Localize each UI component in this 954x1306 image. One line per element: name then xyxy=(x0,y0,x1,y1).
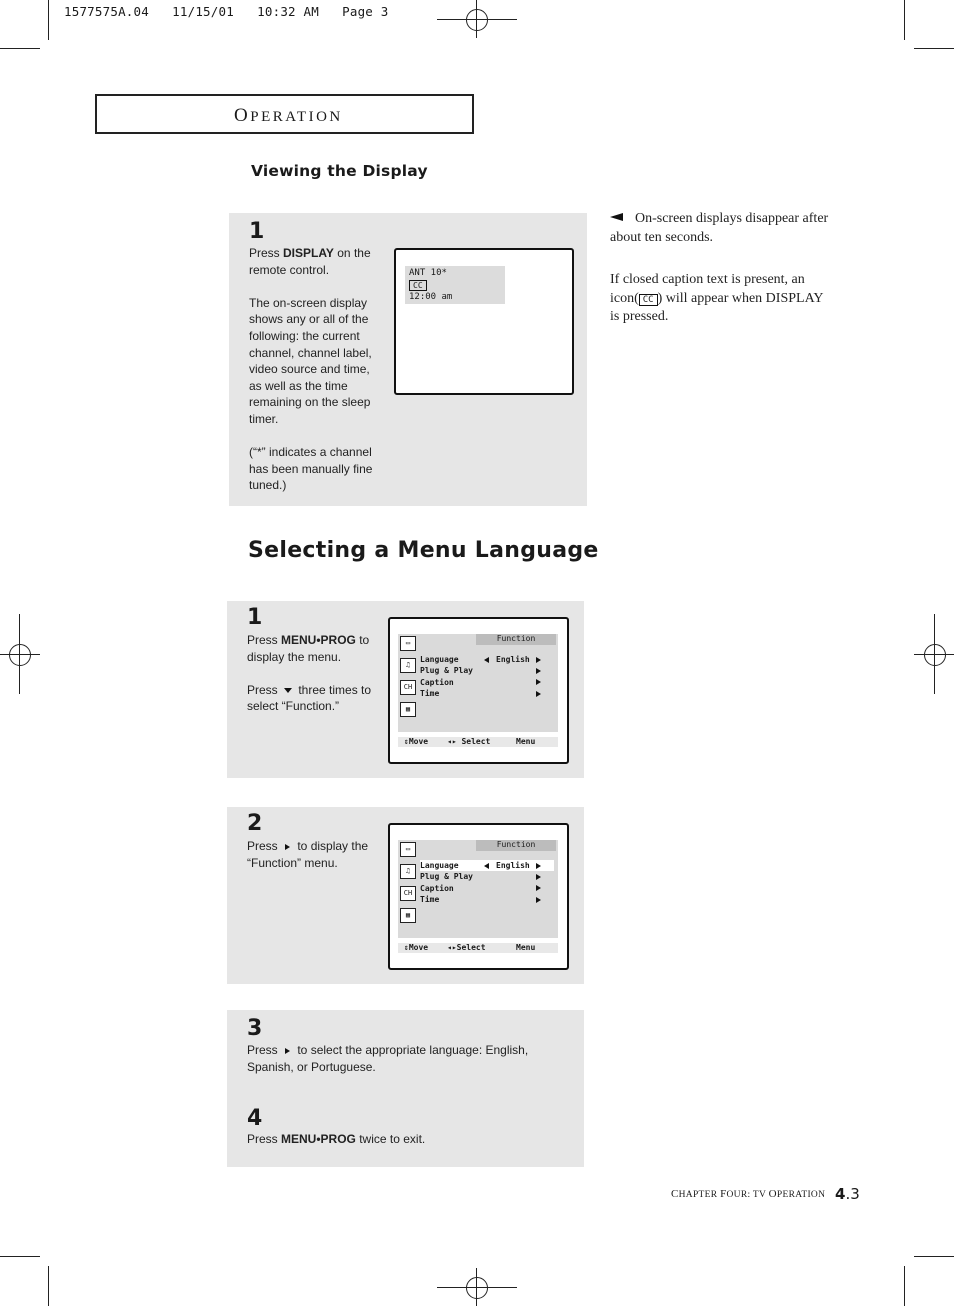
tv-picture-icon: ▭ xyxy=(400,636,416,651)
menu-row-language[interactable]: Language English xyxy=(420,654,554,665)
menu-icon-column xyxy=(400,842,416,930)
function-icon: ▦ xyxy=(400,702,416,717)
registration-mark xyxy=(466,9,488,31)
registration-mark xyxy=(924,644,946,666)
on-screen-display xyxy=(405,266,505,304)
left-arrow-icon xyxy=(484,657,489,663)
right-arrow-icon xyxy=(536,668,541,674)
menu-row-plug-play[interactable]: Plug & Play xyxy=(420,871,554,882)
menu-footer xyxy=(398,737,558,747)
menu-panel xyxy=(398,840,558,938)
menu-rows xyxy=(420,860,554,906)
side-note-1: On-screen displays disappear after about ten seconds. xyxy=(610,211,829,245)
select-hint: ◂▸Select xyxy=(447,943,486,952)
right-arrow-icon xyxy=(536,874,541,880)
viewing-step-text: Press DISPLAY on the remote control. The on-screen display shows any or all of the following: the current channel, channel label, video source and time, as well as the time remaining on the sleep timer. (“*” indicates a channel has been manually fine tuned.) xyxy=(249,246,373,493)
channel-icon: CH xyxy=(400,886,416,901)
cc-icon: CC xyxy=(639,294,658,306)
language-step2-text: Press to display the “Function” menu. xyxy=(247,839,369,870)
language-step1-text: Press MENU•PROG to display the menu. Press three times to select “Function.” xyxy=(247,633,372,714)
function-tab: Function xyxy=(476,634,556,645)
function-tab: Function xyxy=(476,840,556,851)
right-arrow-icon xyxy=(536,691,541,697)
viewing-heading: Viewing the Display xyxy=(251,162,428,180)
menu-footer xyxy=(398,943,558,953)
menu-panel xyxy=(398,634,558,732)
right-arrow-icon xyxy=(536,657,541,663)
menu-hint: Menu xyxy=(516,943,536,952)
menu-hint: Menu xyxy=(516,737,536,746)
move-hint: ⇕Move xyxy=(404,943,429,952)
clock-time: 12:00 am xyxy=(409,292,453,302)
right-arrow-icon xyxy=(536,897,541,903)
right-arrow-icon xyxy=(536,885,541,891)
side-note-2: If closed caption text is present, an icon( CC ) will appear when DISPLAY is pressed. xyxy=(610,272,823,324)
crop-mark xyxy=(0,1256,40,1257)
right-arrow-icon xyxy=(285,1048,290,1054)
down-arrow-icon xyxy=(284,688,292,693)
crop-mark xyxy=(0,48,40,49)
language-step4-text: Press MENU•PROG twice to exit. xyxy=(247,1132,426,1146)
sound-icon: ♫ xyxy=(400,658,416,673)
crop-mark xyxy=(914,48,954,49)
right-arrow-icon xyxy=(285,844,290,850)
crop-mark xyxy=(48,0,49,40)
tv-menu-screen xyxy=(388,823,569,970)
sound-icon: ♫ xyxy=(400,864,416,879)
right-arrow-icon xyxy=(536,863,541,869)
tv-picture-icon: ▭ xyxy=(400,842,416,857)
tv-menu-screen xyxy=(388,617,569,764)
crop-mark xyxy=(914,1256,954,1257)
registration-mark xyxy=(9,644,31,666)
language-step34-panel xyxy=(227,1010,584,1167)
step-number: 1 xyxy=(249,219,265,244)
menu-row-caption[interactable]: Caption xyxy=(420,677,554,688)
section-title-box xyxy=(95,94,474,134)
step-number: 2 xyxy=(247,811,263,836)
move-hint: ⇕Move xyxy=(404,737,429,746)
pointer-arrow-icon xyxy=(610,213,623,221)
menu-row-language[interactable]: Language English xyxy=(420,860,554,871)
tv-screen-display xyxy=(394,248,574,395)
function-icon: ▦ xyxy=(400,908,416,923)
language-step2-panel xyxy=(227,807,584,984)
viewing-step-panel xyxy=(229,213,587,506)
menu-row-caption[interactable]: Caption xyxy=(420,883,554,894)
step-number: 1 xyxy=(247,605,263,630)
print-slug: 1577575A.04 11/15/01 10:32 AM Page 3 xyxy=(64,4,389,19)
left-arrow-icon xyxy=(484,863,489,869)
crop-mark xyxy=(904,0,905,40)
section-title: OPERATION xyxy=(234,105,343,126)
select-hint: ◂▸ Select xyxy=(447,737,491,746)
channel-icon: CH xyxy=(400,680,416,695)
menu-row-time[interactable]: Time xyxy=(420,894,554,905)
right-arrow-icon xyxy=(536,679,541,685)
step-number: 3 xyxy=(247,1016,263,1041)
menu-row-plug-play[interactable]: Plug & Play xyxy=(420,665,554,676)
chapter-footer: CHAPTER FOUR: TV OPERATION xyxy=(671,1188,826,1200)
menu-row-time[interactable]: Time xyxy=(420,688,554,699)
page-number: 4.3 xyxy=(835,1185,860,1203)
language-heading: Selecting a Menu Language xyxy=(248,538,599,563)
crop-mark xyxy=(48,1266,49,1306)
channel-info: ANT 10* xyxy=(409,268,447,278)
language-step1-panel xyxy=(227,601,584,778)
cc-icon: CC xyxy=(409,280,427,291)
crop-mark xyxy=(904,1266,905,1306)
menu-rows xyxy=(420,654,554,700)
registration-mark xyxy=(466,1277,488,1299)
language-step3-text: Press to select the appropriate language: English, Spanish, or Portuguese. xyxy=(247,1043,529,1074)
step-number: 4 xyxy=(247,1106,263,1131)
menu-icon-column xyxy=(400,636,416,724)
